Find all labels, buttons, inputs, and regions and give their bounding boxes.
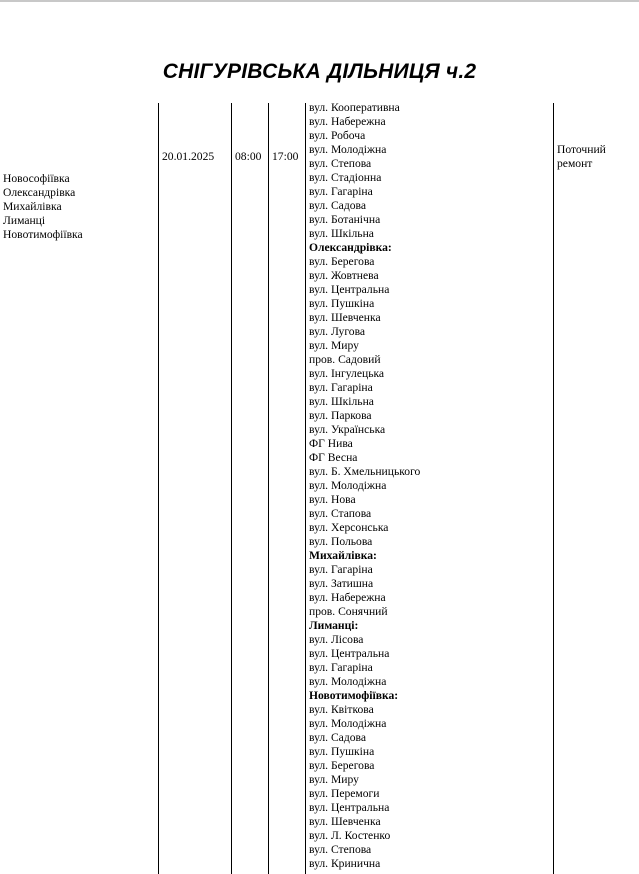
village-name: Новотимофіївка (3, 228, 83, 241)
column-divider (231, 103, 232, 874)
street-item: вул. Молодіжна (309, 717, 387, 730)
street-item: вул. Нова (309, 493, 356, 506)
street-item: ФГ Нива (309, 437, 353, 450)
street-item: вул. Херсонська (309, 521, 389, 534)
street-item: вул. Українська (309, 423, 386, 436)
street-item: вул. Робоча (309, 129, 366, 142)
village-section-header: Михайлівка: (309, 549, 377, 562)
village-section-header: Новотимофіївка: (309, 689, 399, 702)
street-item: ФГ Весна (309, 451, 358, 464)
street-item: вул. Квіткова (309, 703, 374, 716)
street-item: вул. Перемоги (309, 787, 380, 800)
street-item: вул. Інгулецька (309, 367, 385, 380)
work-type-line: ремонт (557, 157, 593, 170)
street-item: вул. Миру (309, 339, 359, 352)
street-item: вул. Кринична (309, 857, 381, 870)
street-item: вул. Гагаріна (309, 563, 373, 576)
street-item: вул. Центральна (309, 647, 390, 660)
street-item: вул. Центральна (309, 283, 390, 296)
street-item: вул. Шкільна (309, 227, 374, 240)
street-item: вул. Гагаріна (309, 381, 373, 394)
street-item: вул. Набережна (309, 591, 386, 604)
street-item: вул. Шкільна (309, 395, 374, 408)
street-item: вул. Лісова (309, 633, 364, 646)
street-item: вул. Польова (309, 535, 373, 548)
street-item: вул. Набережна (309, 115, 386, 128)
top-border (0, 0, 639, 2)
street-item: вул. Б. Хмельницького (309, 465, 421, 478)
villages-cell (3, 172, 83, 242)
village-name: Лиманці (3, 214, 46, 227)
street-item: вул. Садова (309, 731, 366, 744)
village-section-header: Олександрівка: (309, 241, 392, 254)
streets-cell (309, 101, 420, 871)
street-item: вул. Паркова (309, 409, 372, 422)
street-item: вул. Шевченка (309, 311, 381, 324)
street-item: пров. Сонячний (309, 605, 388, 618)
street-item: вул. Ботанічна (309, 213, 381, 226)
village-name: Олександрівка (3, 186, 76, 199)
village-section-header: Лиманці: (309, 619, 359, 632)
street-item: вул. Стадіонна (309, 171, 382, 184)
column-divider (553, 103, 554, 874)
street-item: вул. Берегова (309, 759, 375, 772)
street-item: вул. Гагаріна (309, 661, 373, 674)
street-item: пров. Садовий (309, 353, 381, 366)
street-item: вул. Стапова (309, 507, 372, 520)
work-type-cell (557, 143, 606, 171)
column-divider (158, 103, 159, 874)
work-type-line: Поточний (557, 143, 606, 156)
street-item: вул. Пушкіна (309, 297, 375, 310)
street-item: вул. Молодіжна (309, 675, 387, 688)
column-divider (268, 103, 269, 874)
street-item: вул. Жовтнева (309, 269, 379, 282)
village-name: Новософіївка (3, 172, 70, 185)
village-name: Михайлівка (3, 200, 62, 213)
street-item: вул. Молодіжна (309, 479, 387, 492)
street-item: вул. Лугова (309, 325, 366, 338)
street-item: вул. Степова (309, 157, 372, 170)
page-title: СНІГУРІВСЬКА ДІЛЬНИЦЯ ч.2 (162, 60, 477, 83)
street-item: вул. Степова (309, 843, 372, 856)
start-time-cell: 08:00 (235, 150, 262, 163)
street-item: вул. Затишна (309, 577, 374, 590)
street-item: вул. Шевченка (309, 815, 381, 828)
street-item: вул. Берегова (309, 255, 375, 268)
date-cell: 20.01.2025 (162, 150, 215, 163)
column-divider (305, 103, 306, 874)
street-item: вул. Молодіжна (309, 143, 387, 156)
end-time-cell: 17:00 (272, 150, 299, 163)
street-item: вул. Центральна (309, 801, 390, 814)
street-item: вул. Кооперативна (309, 101, 400, 114)
street-item: вул. Пушкіна (309, 745, 375, 758)
street-item: вул. Садова (309, 199, 366, 212)
street-item: вул. Миру (309, 773, 359, 786)
street-item: вул. Гагаріна (309, 185, 373, 198)
street-item: вул. Л. Костенко (309, 829, 391, 842)
